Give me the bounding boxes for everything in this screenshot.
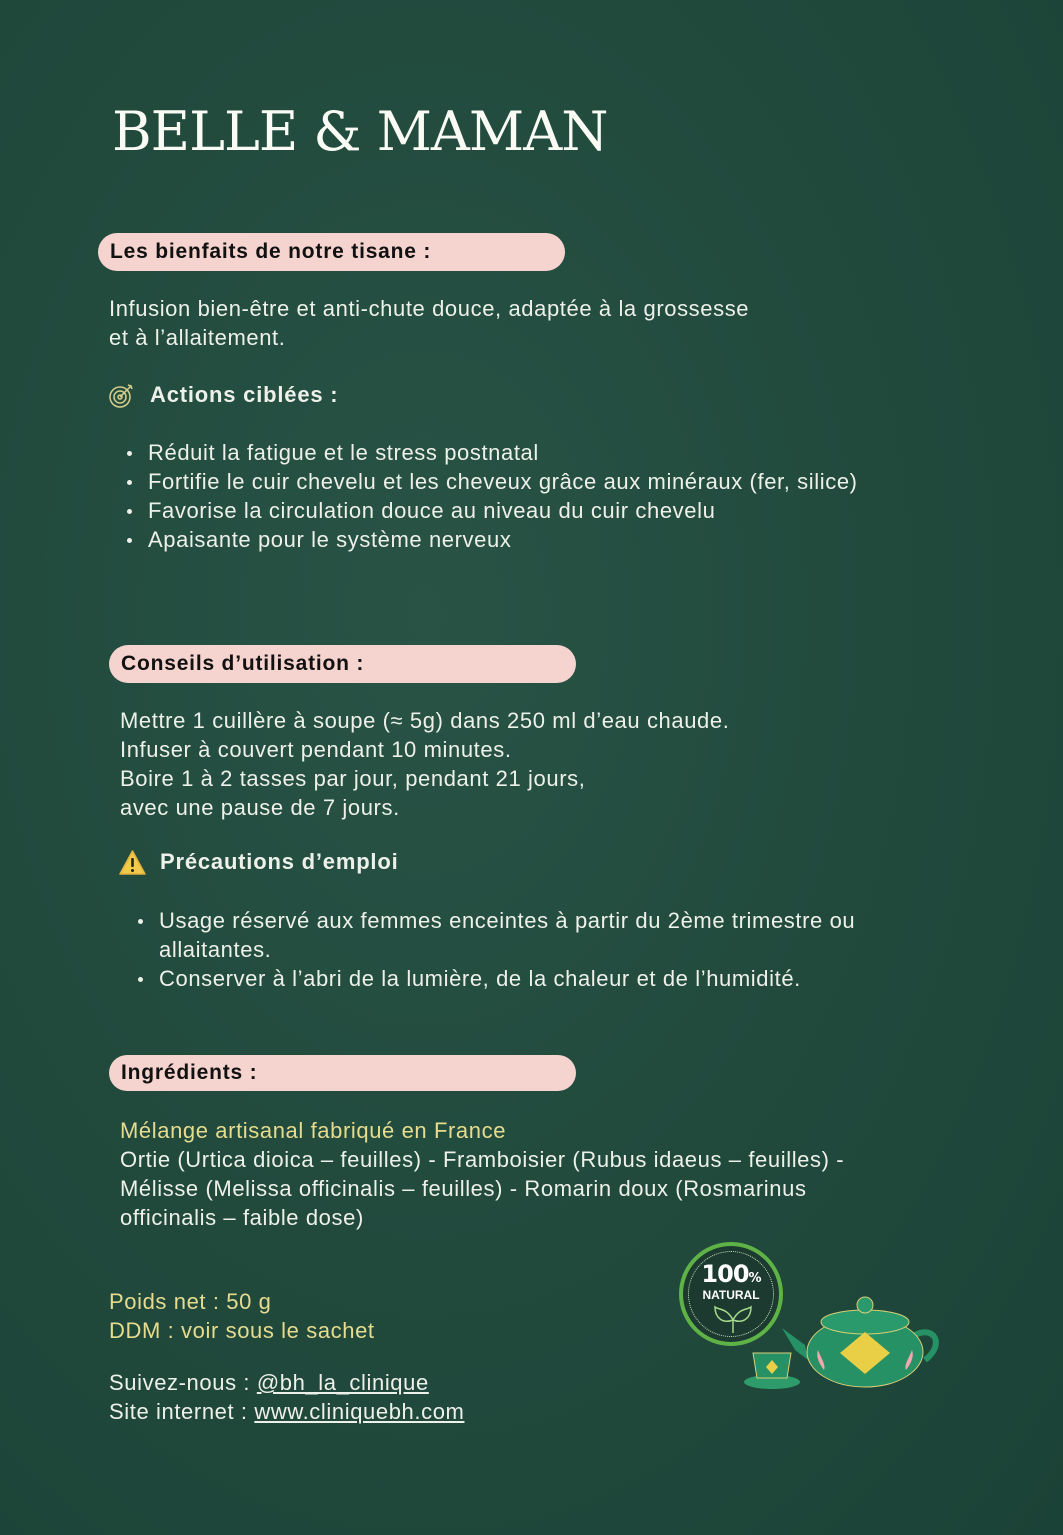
follow-line	[109, 1368, 464, 1397]
benefits-heading: Les bienfaits de notre tisane :	[98, 233, 565, 271]
list-item: Fortifie le cuir chevelu et les cheveux grâce aux minéraux (fer, silice)	[127, 467, 867, 496]
badge-label: NATURAL	[702, 1288, 760, 1302]
ingredients-line: officinalis – faible dose)	[120, 1205, 364, 1230]
actions-list	[127, 438, 867, 554]
list-item: Apaisante pour le système nerveux	[127, 525, 867, 554]
instagram-link[interactable]: @bh_la_clinique	[256, 1370, 429, 1395]
usage-line: Boire 1 à 2 tasses par jour, pendant 21 jours,	[120, 766, 586, 791]
usage-line: avec une pause de 7 jours.	[120, 795, 400, 820]
list-item: Favorise la circulation douce au niveau du cuir chevelu	[127, 496, 867, 525]
usage-line: Mettre 1 cuillère à soupe (≈ 5g) dans 250 ml d’eau chaude.	[120, 708, 730, 733]
target-icon	[108, 381, 136, 409]
precautions-list	[138, 906, 938, 993]
usage-heading: Conseils d’utilisation :	[109, 645, 576, 683]
badge-number: 100	[701, 1260, 749, 1288]
site-label: Site internet :	[109, 1399, 255, 1424]
usage-line: Infuser à couvert pendant 10 minutes.	[120, 737, 512, 762]
follow-label: Suivez-nous :	[109, 1370, 257, 1395]
teapot-illustration	[740, 1290, 950, 1395]
ingredients-origin: Mélange artisanal fabriqué en France	[120, 1118, 507, 1143]
site-line	[109, 1397, 464, 1426]
precautions-heading-label: Précautions d’emploi	[160, 849, 399, 874]
website-link[interactable]: www.cliniquebh.com	[254, 1399, 465, 1424]
ingredients-text	[120, 1116, 844, 1232]
list-item: Réduit la fatigue et le stress postnatal	[127, 438, 867, 467]
list-item: Usage réservé aux femmes enceintes à partir du 2ème trimestre ou allaitantes.	[138, 906, 938, 964]
best-before: DDM : voir sous le sachet	[109, 1318, 375, 1343]
product-title: BELLE & MAMAN	[112, 100, 608, 163]
ingredients-line: Mélisse (Melissa officinalis – feuilles) - Romarin doux (Rosmarinus	[120, 1176, 807, 1201]
list-item: Conserver à l’abri de la lumière, de la chaleur et de l’humidité.	[138, 964, 938, 993]
net-weight: Poids net : 50 g	[109, 1289, 272, 1314]
precautions-heading	[119, 849, 399, 875]
badge-percent: %	[748, 1271, 761, 1286]
benefits-text	[109, 294, 749, 352]
actions-heading-label: Actions ciblées :	[150, 382, 339, 407]
product-info	[109, 1287, 375, 1345]
ingredients-heading: Ingrédients :	[109, 1055, 576, 1091]
ingredients-line: Ortie (Urtica dioica – feuilles) - Framboisier (Rubus idaeus – feuilles) -	[120, 1147, 845, 1172]
warning-icon	[119, 850, 146, 875]
social-info	[109, 1368, 464, 1426]
benefits-line: Infusion bien-être et anti-chute douce, adaptée à la grossesse	[109, 296, 750, 321]
usage-text	[120, 706, 729, 822]
benefits-line: et à l’allaitement.	[109, 325, 286, 350]
actions-heading	[108, 381, 338, 409]
